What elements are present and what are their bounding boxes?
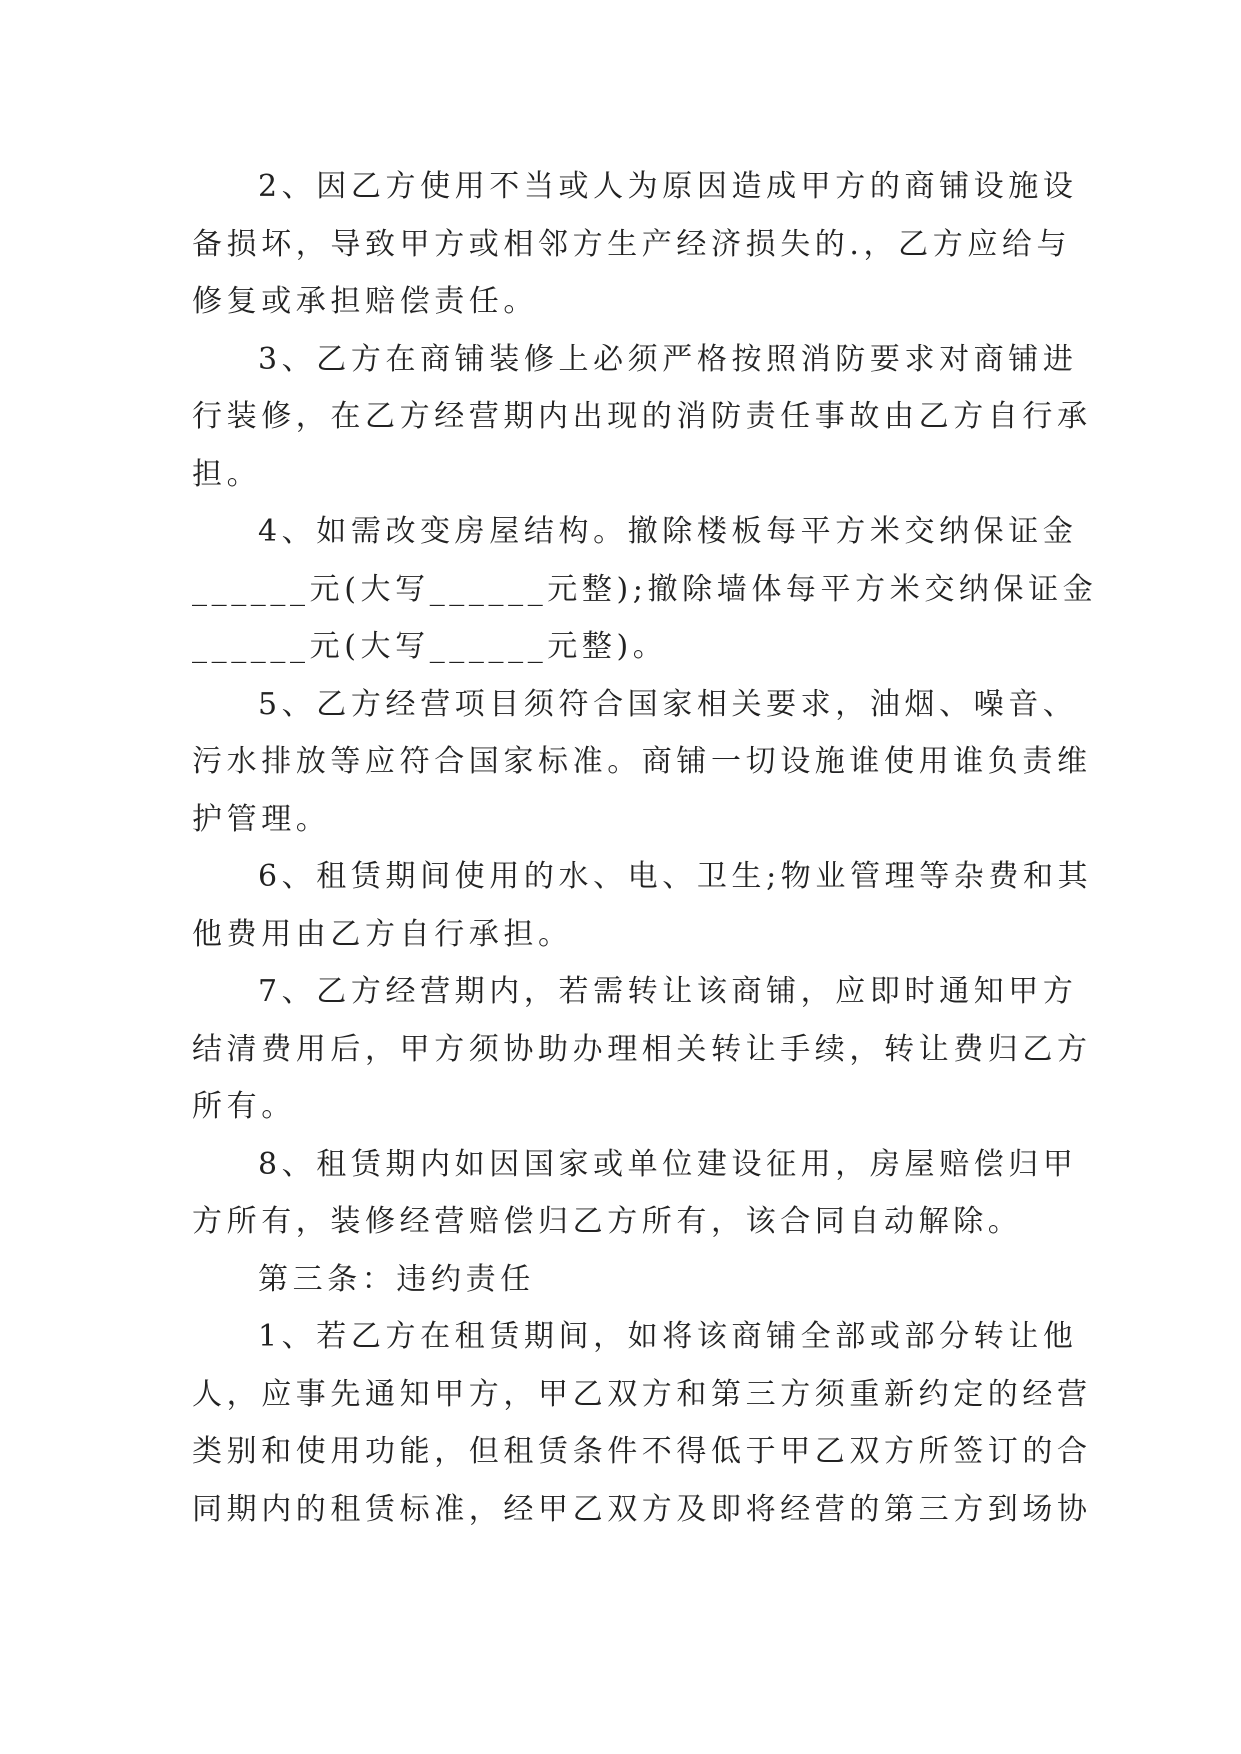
- text-line: 修复或承担赔偿责任。: [192, 284, 538, 319]
- text-line: 行装修，在乙方经营期内出现的消防责任事故由乙方自行承: [192, 399, 1092, 434]
- clause-4: [192, 503, 1098, 676]
- text-line: 7、乙方经营期内，若需转让该商铺，应即时通知甲方: [258, 974, 1078, 1009]
- text-line: 污水排放等应符合国家标准。商铺一切设施谁使用谁负责维: [192, 744, 1092, 779]
- clause-7: [192, 963, 1092, 1136]
- text-line: 8、租赁期内如因国家或单位建设征用，房屋赔偿归甲: [258, 1146, 1078, 1182]
- clause-6: [192, 848, 1093, 963]
- clause-5: [192, 676, 1092, 849]
- clause-3: [192, 331, 1092, 504]
- section-heading: 第三条：违约责任: [258, 1261, 535, 1297]
- text-line: 2、因乙方使用不当或人为原因造成甲方的商铺设施设: [258, 169, 1078, 204]
- text-line: ______元(大写______元整);撤除墙体每平方米交纳保证金: [192, 571, 1098, 607]
- clause-8: [192, 1136, 1078, 1251]
- text-line: 结清费用后，甲方须协助办理相关转让手续，转让费归乙方: [192, 1031, 1092, 1067]
- text-line: 护管理。: [192, 801, 331, 837]
- text-line: 方所有，装修经营赔偿归乙方所有，该合同自动解除。: [192, 1204, 1023, 1239]
- text-line: 备损坏，导致甲方或相邻方生产经济损失的.，乙方应给与: [192, 226, 1072, 262]
- text-line: 3、乙方在商铺装修上必须严格按照消防要求对商铺进: [258, 341, 1078, 377]
- text-line: 4、如需改变房屋结构。撤除楼板每平方米交纳保证金: [258, 514, 1078, 549]
- text-line: 1、若乙方在租赁期间，如将该商铺全部或部分转让他: [258, 1319, 1078, 1354]
- text-line: 所有。: [192, 1089, 296, 1124]
- text-line: 他费用由乙方自行承担。: [192, 916, 573, 952]
- text-line: 人，应事先通知甲方，甲乙双方和第三方须重新约定的经营: [192, 1376, 1092, 1412]
- text-line: 担。: [192, 456, 262, 492]
- breach-clause-1: [192, 1308, 1092, 1538]
- text-line: 6、租赁期间使用的水、电、卫生;物业管理等杂费和其: [258, 859, 1093, 894]
- text-line: 5、乙方经营项目须符合国家相关要求，油烟、噪音、: [258, 686, 1078, 722]
- clause-2: [192, 158, 1078, 331]
- text-line: 类别和使用功能，但租赁条件不得低于甲乙双方所签订的合: [192, 1434, 1092, 1469]
- text-line: 同期内的租赁标准，经甲乙双方及即将经营的第三方到场协: [192, 1491, 1092, 1527]
- text-line: ______元(大写______元整)。: [192, 629, 668, 664]
- document-body: [192, 158, 1098, 1538]
